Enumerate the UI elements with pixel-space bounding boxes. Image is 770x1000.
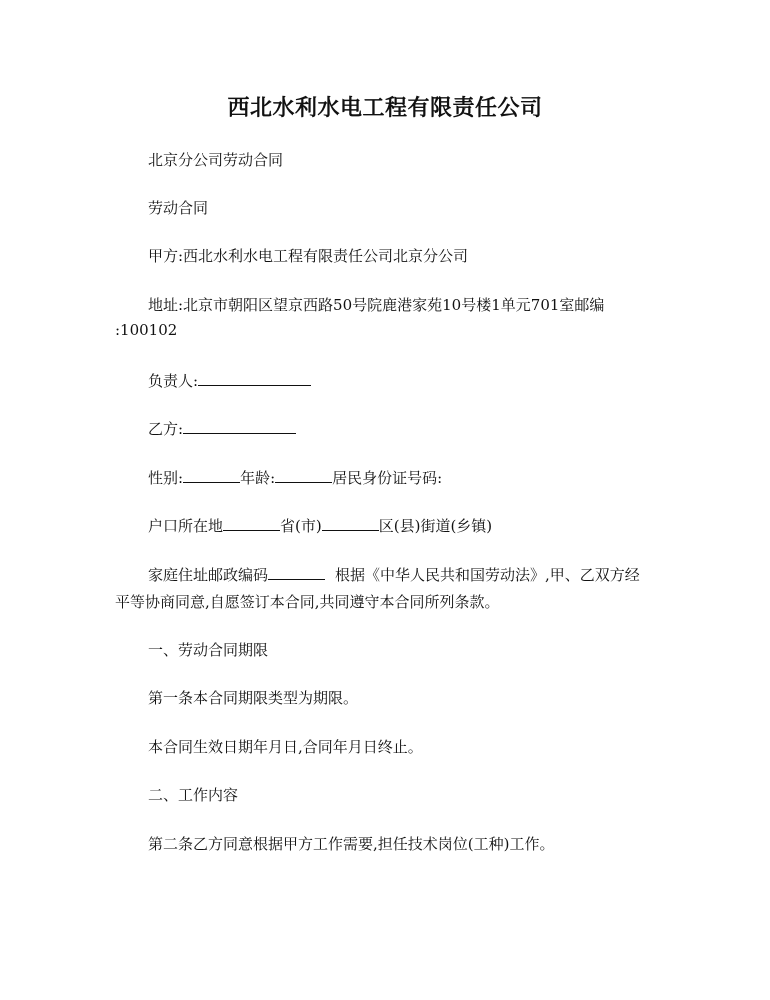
hukou-blank	[223, 515, 280, 531]
responsible-blank	[198, 370, 311, 386]
responsible-label: 负责人:	[148, 372, 199, 390]
address-line-2: :100102	[115, 321, 178, 339]
section-2-heading: 二、工作内容	[148, 786, 239, 804]
hukou-line	[148, 515, 492, 536]
subtitle: 北京分公司劳动合同	[148, 151, 284, 169]
party-b-line	[148, 418, 296, 439]
province-label: 省(市)	[280, 517, 322, 535]
section-1-heading: 一、劳动合同期限	[148, 641, 269, 659]
law-line-1: 根据《中华人民共和国劳动法》,甲、乙双方经	[335, 566, 640, 584]
party-a-line: 甲方:西北水利水电工程有限责任公司北京分公司	[148, 247, 469, 265]
postcode-blank	[268, 564, 325, 580]
province-blank	[322, 515, 379, 531]
contract-heading: 劳动合同	[148, 199, 209, 217]
article-1: 第一条本合同期限类型为期限。	[148, 689, 359, 707]
id-label: 居民身份证号码:	[332, 469, 443, 487]
district-label: 区(县)街道(乡镇)	[378, 517, 493, 535]
hukou-label: 户口所在地	[148, 517, 224, 535]
term-dates: 本合同生效日期年月日,合同年月日终止。	[148, 738, 423, 756]
responsible-person-line	[148, 370, 311, 391]
age-label: 年龄:	[240, 469, 276, 487]
personal-info-line	[148, 467, 442, 488]
document-title: 西北水利水电工程有限责任公司	[227, 95, 543, 121]
article-2: 第二条乙方同意根据甲方工作需要,担任技术岗位(工种)工作。	[148, 835, 555, 853]
postcode-label: 家庭住址邮政编码	[148, 566, 269, 584]
gender-label: 性别:	[148, 469, 184, 487]
gender-blank	[183, 467, 240, 483]
postcode-law-line	[148, 564, 640, 585]
age-blank	[275, 467, 332, 483]
address-line-1: 地址:北京市朝阳区望京西路50号院鹿港家苑10号楼1单元701室邮编	[148, 296, 605, 314]
party-b-blank	[183, 418, 296, 434]
party-b-label: 乙方:	[148, 420, 184, 438]
law-line-2: 平等协商同意,自愿签订本合同,共同遵守本合同所列条款。	[115, 593, 500, 611]
